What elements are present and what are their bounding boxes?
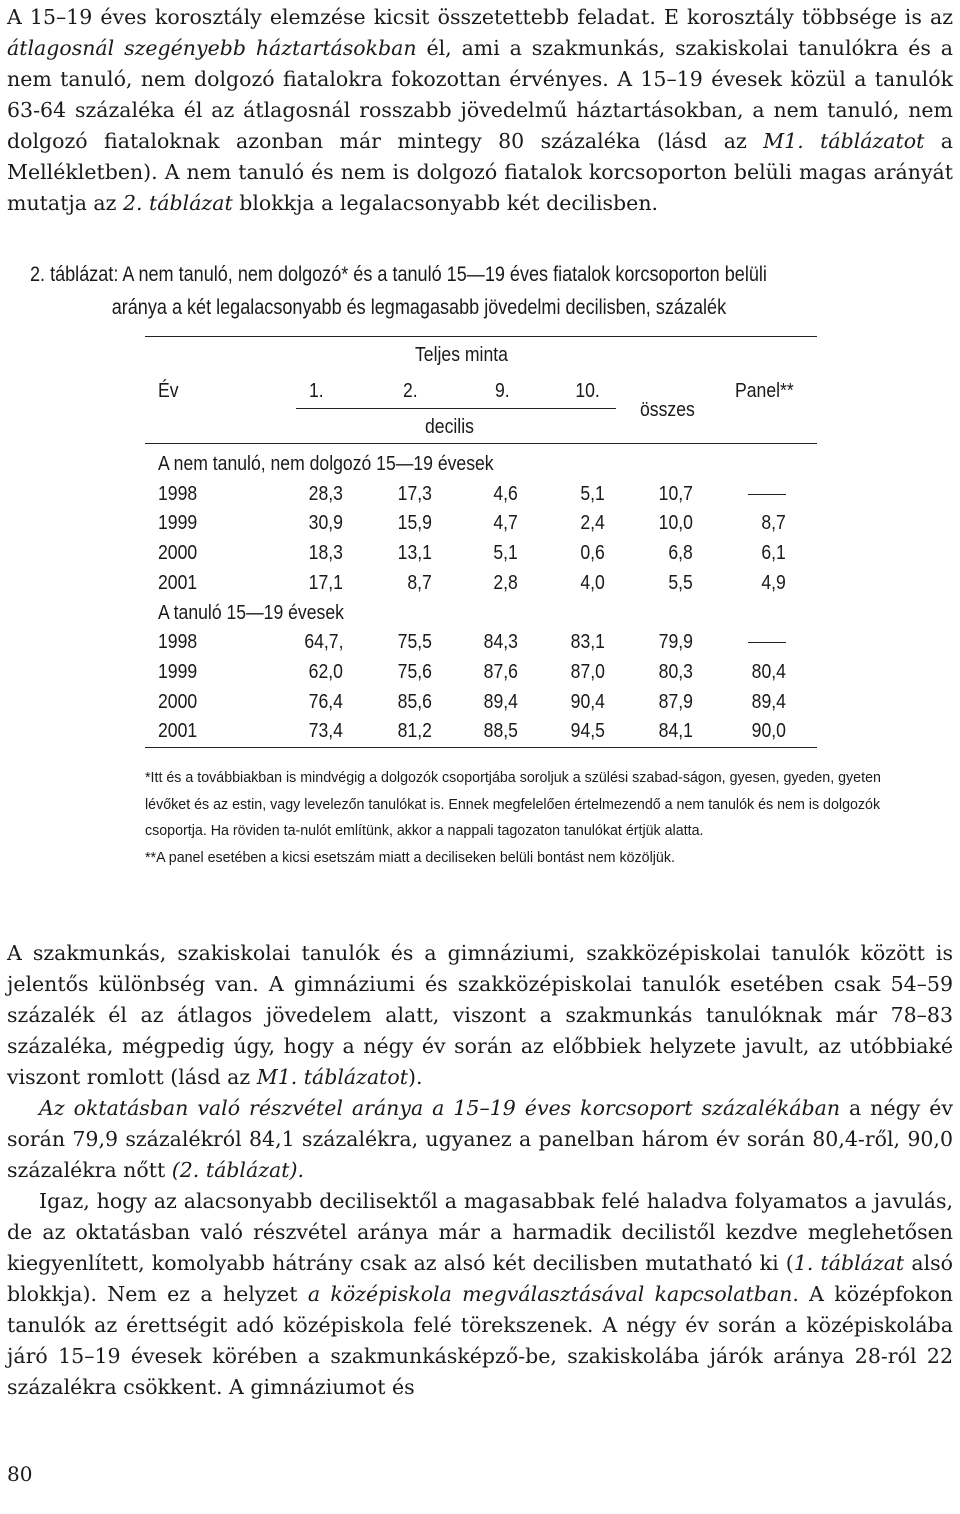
header-year: Év <box>158 380 179 402</box>
table-reference: 1. táblázat <box>793 1251 905 1275</box>
intro-paragraph <box>7 2 953 219</box>
table-cell: 13,1 <box>397 542 432 565</box>
table-cell: 89,4 <box>751 690 786 713</box>
table-cell: 15,9 <box>397 512 432 535</box>
row-year: 1998 <box>158 631 198 654</box>
table-cell: 87,9 <box>658 690 693 713</box>
table-cell: 2,8 <box>493 571 518 594</box>
table-cell: 64,7, <box>303 631 343 654</box>
group-title: A tanuló 15—19 évesek <box>158 601 344 624</box>
table-cell: 80,4 <box>751 660 786 683</box>
table-header-rule <box>145 443 817 444</box>
table-cell: 6,1 <box>761 542 786 565</box>
table-cell: 88,5 <box>483 720 518 743</box>
decile-underline <box>296 408 616 409</box>
emphasis: a középiskola megválasztásával kapcsolatban <box>307 1282 793 1306</box>
table-cell: 28,3 <box>308 482 343 505</box>
no-data-dash <box>748 494 786 495</box>
no-data-dash <box>748 642 786 643</box>
table-cell: 84,1 <box>658 720 693 743</box>
table-cell: 30,9 <box>308 512 343 535</box>
header-decile: 1. <box>309 380 324 402</box>
table-cell: 81,2 <box>397 720 432 743</box>
table-cell: 2,4 <box>580 512 605 535</box>
text-run: él, ami a szakmunkás, szakiskolai tanulókra és a nem tanuló, nem dolgozó fiatalokra fokozottan érvényes. A 15–19 évesek közül a tanulók 63-64 százaléka él az átlagosnál rosszabb jövedelmű háztartásokban, a nem tanuló, nem dolgozó fiataloknak azonban már mintegy 80 százaléka (lásd az <box>7 36 953 153</box>
table-reference: 2. táblázat <box>122 191 233 215</box>
table-cell: 5,5 <box>668 571 693 594</box>
table-caption <box>30 258 778 324</box>
table-cell: 8,7 <box>407 571 432 594</box>
text-run: A szakmunkás, szakiskolai tanulók és a gimnáziumi, szakközépiskolai tanulók között is jelentős különbség van. A gimnáziumi és szakközépiskolai tanulók esetében csak 54–59 százalék él az átlagos jövedelem alatt, viszont a szakmunkás tanulóknak már 78–83 százaléka, mégpedig úgy, hogy a négy év során az előbbiek helyzete javult, az utóbbiaké viszont romlott (lásd az <box>7 941 953 1089</box>
table-footnotes <box>145 765 896 871</box>
table-cell: 10,0 <box>658 512 693 535</box>
table-bottom-rule <box>145 747 817 748</box>
text-run: a négy év során 79,9 százalékról 84,1 százalékra, ugyanez a panelban három év során 80,4-ről, 90,0 százalékra nőtt <box>7 1096 953 1182</box>
table-cell: 85,6 <box>397 690 432 713</box>
table-cell: 6,8 <box>668 542 693 565</box>
caption-line: 2. táblázat: A nem tanuló, nem dolgozó* és a tanuló 15—19 éves fiatalok korcsoporton belüli <box>30 263 767 286</box>
table-cell: 83,1 <box>570 631 605 654</box>
table-cell: 80,3 <box>658 660 693 683</box>
table-cell: 84,3 <box>483 631 518 654</box>
table-reference: M1. táblázatot <box>256 1065 408 1089</box>
table-cell: 75,6 <box>397 660 432 683</box>
table-cell: 75,5 <box>397 631 432 654</box>
row-year: 1999 <box>158 660 198 683</box>
header-full-sample: Teljes minta <box>415 344 508 366</box>
row-year: 1999 <box>158 512 198 535</box>
table-cell: 4,6 <box>493 482 518 505</box>
table-cell: 8,7 <box>761 512 786 535</box>
table-cell: 5,1 <box>580 482 605 505</box>
header-decile: 9. <box>495 380 510 402</box>
table-cell: 62,0 <box>308 660 343 683</box>
group-title: A nem tanuló, nem dolgozó 15—19 évesek <box>158 453 494 475</box>
table-cell: 87,0 <box>570 660 605 683</box>
page-number: 80 <box>7 1462 33 1486</box>
table-cell: 87,6 <box>483 660 518 683</box>
table-cell: 18,3 <box>308 542 343 565</box>
table-cell: 73,4 <box>308 720 343 743</box>
table-cell: 4,9 <box>761 571 786 594</box>
table-cell: 79,9 <box>658 631 693 654</box>
row-year: 2000 <box>158 690 198 713</box>
table-reference: M1. táblázatot <box>763 129 925 153</box>
caption-line: aránya a két legalacsonyabb és legmagasabb jövedelmi decilisben, százalék <box>111 296 727 319</box>
header-decile: 2. <box>403 380 418 402</box>
table-cell: 90,0 <box>751 720 786 743</box>
text-run: ). <box>408 1065 423 1089</box>
text-run: a Mellékletben). A nem tanuló és nem is dolgozó fiatalok korcsoporton belüli magas arányát mutatja az <box>7 129 953 215</box>
table-cell: 4,0 <box>580 571 605 594</box>
table-cell: 5,1 <box>493 542 518 565</box>
table-cell: 0,6 <box>580 542 605 565</box>
header-decile: 10. <box>575 380 600 402</box>
text-run: . A középfokon tanulók az érettségit adó középiskola felé törekszenek. A négy év során a középiskolába járó 15–19 évesek körében a szakmunkásképző-be, szakiskolába járók aránya 28-ról 22 százalékra csökkent. A gimnáziumot és <box>7 1282 953 1399</box>
table-top-rule <box>145 336 817 337</box>
text-run: blokkja a legalacsonyabb két decilisben. <box>232 191 659 215</box>
text-run: alsó blokkja). Nem ez a helyzet <box>7 1251 953 1306</box>
table-cell: 89,4 <box>483 690 518 713</box>
table-cell: 10,7 <box>658 482 693 505</box>
body-paragraph <box>7 938 953 1403</box>
row-year: 2001 <box>158 720 198 743</box>
table-cell: 90,4 <box>570 690 605 713</box>
table-cell: 17,1 <box>308 571 343 594</box>
table-cell: 94,5 <box>570 720 605 743</box>
table-reference: (2. táblázat). <box>171 1158 304 1182</box>
table-cell: 76,4 <box>308 690 343 713</box>
table-cell: 17,3 <box>397 482 432 505</box>
header-panel: Panel** <box>735 380 794 402</box>
emphasis: átlagosnál szegényebb háztartásokban <box>7 36 417 60</box>
header-total: összes <box>640 399 695 421</box>
row-year: 2001 <box>158 571 198 594</box>
row-year: 1998 <box>158 482 198 505</box>
table-cell: 4,7 <box>493 512 518 535</box>
row-year: 2000 <box>158 542 198 565</box>
text-run: Igaz, hogy az alacsonyabb decilisektől a magasabbak felé haladva folyamatos a javulás, de az oktatásban való részvétel aránya már a harmadik decilistől kezdve meglehetősen kiegyenlített, komolyabb hátrány csak az alsó két decilisben mutatható ki ( <box>7 1189 953 1275</box>
footnote: *Itt és a továbbiakban is mindvégig a dolgozók csoportjába soroljuk a szülési szabad-ságon, gyesen, gyeden, gyeten lévőket és az estin, vagy levelezőn tanulókat is. Ennek megfelelően értelmezendő a nem tanulók és nem is dolgozók csoportja. Ha röviden ta-nulót említünk, akkor a nappali tagozaton tanulókat értjük alatta. <box>145 769 881 839</box>
emphasis: Az oktatásban való részvétel aránya a 15–19 éves korcsoport százalékában <box>39 1096 841 1120</box>
text-run: A 15–19 éves korosztály elemzése kicsit összetettebb feladat. E korosztály többsége is az <box>7 5 953 29</box>
header-decile-label: decilis <box>425 416 474 438</box>
footnote: **A panel esetében a kicsi esetszám miatt a deciliseken belüli bontást nem közöljük. <box>145 848 675 866</box>
